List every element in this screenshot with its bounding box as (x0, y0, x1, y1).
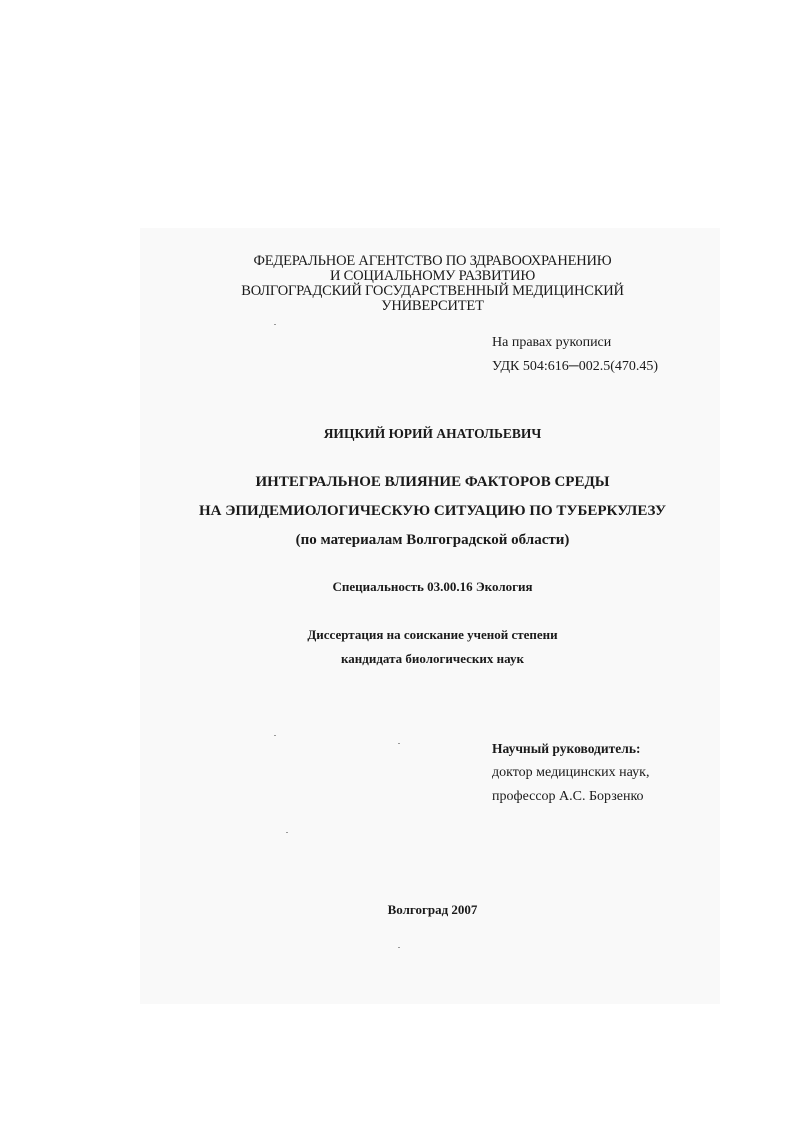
supervisor-name: профессор А.С. Борзенко (492, 789, 644, 804)
scan-speck (274, 735, 276, 736)
org-line-3: ВОЛГОГРАДСКИЙ ГОСУДАРСТВЕННЫЙ МЕДИЦИНСКИЙ (241, 283, 624, 299)
degree-line-2: кандидата биологических наук (341, 651, 524, 666)
supervisor-heading: Научный руководитель: (492, 741, 641, 756)
org-line-2: И СОЦИАЛЬНОМУ РАЗВИТИЮ (329, 268, 536, 284)
title-line-3: (по материалам Волгоградской области) (295, 532, 570, 548)
scan-speck (398, 947, 400, 948)
manuscript-rights: На правах рукописи (492, 335, 612, 350)
specialty: Специальность 03.00.16 Экология (332, 579, 533, 594)
title-line-2: НА ЭПИДЕМИОЛОГИЧЕСКУЮ СИТУАЦИЮ ПО ТУБЕРКУЛЕЗУ (198, 503, 667, 519)
udc-code: УДК 504:616─002.5(470.45) (492, 359, 659, 374)
scan-area (140, 228, 720, 1004)
org-line-4: УНИВЕРСИТЕТ (381, 298, 484, 314)
scan-speck (286, 832, 288, 833)
title-line-1: ИНТЕГРАЛЬНОЕ ВЛИЯНИЕ ФАКТОРОВ СРЕДЫ (255, 474, 610, 490)
scan-speck (274, 324, 276, 325)
author-name: ЯИЦКИЙ ЮРИЙ АНАТОЛЬЕВИЧ (323, 426, 542, 441)
scan-speck (398, 743, 400, 744)
city-year: Волгоград 2007 (387, 902, 478, 917)
degree-line-1: Диссертация на соискание ученой степени (307, 627, 558, 642)
supervisor-degree: доктор медицинских наук, (492, 765, 650, 780)
org-line-1: ФЕДЕРАЛЬНОЕ АГЕНТСТВО ПО ЗДРАВООХРАНЕНИЮ (253, 253, 612, 269)
